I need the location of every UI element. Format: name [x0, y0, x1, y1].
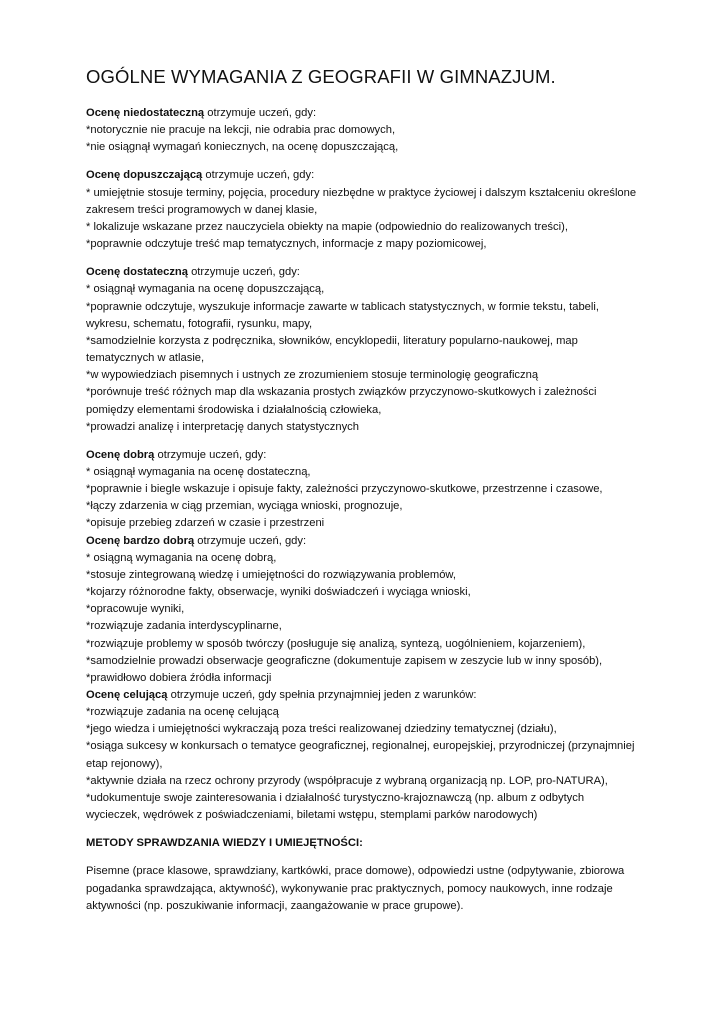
methods-line: aktywności (np. poszukiwanie informacji, zaangażowanie w prace grupowe). — [86, 899, 464, 912]
grade-condition: otrzymuje uczeń, gdy: — [204, 107, 317, 119]
requirement-line: wycieczek, wędrówek z poświadczeniami, biletami wstępu, stemplami parków narodowych) — [86, 809, 538, 822]
requirement-line: *poprawnie odczytuje treść map tematycznych, informacje z mapy poziomicowej, — [86, 238, 487, 251]
requirement-line: wykresu, schematu, fotografii, rysunku, mapy, — [86, 317, 313, 330]
requirement-line: *prawidłowo dobiera źródła informacji — [86, 671, 272, 684]
requirement-line: *samodzielnie prowadzi obserwacje geograficzne (dokumentuje zapisem w zeszycie lub w inny sposób), — [86, 654, 603, 667]
grade-condition: otrzymuje uczeń, gdy spełnia przynajmniej jeden z warunków: — [167, 689, 477, 701]
requirement-line: pomiędzy elementami środowiska i działalnością człowieka, — [86, 403, 382, 416]
requirement-line: *w wypowiedziach pisemnych i ustnych ze zrozumieniem stosuje terminologię geograficzną — [86, 369, 539, 382]
requirement-line: * osiągnął wymagania na ocenę dopuszczającą, — [86, 283, 325, 296]
requirement-line: *rozwiązuje zadania na ocenę celującą — [86, 706, 279, 719]
grade-section-dostateczna — [86, 264, 646, 436]
requirement-line: *samodzielnie korzysta z podręcznika, słowników, encyklopedii, literatury popularno-naukowej, map — [86, 334, 578, 347]
grade-condition: otrzymuje uczeń, gdy: — [202, 169, 315, 182]
requirement-line: *opisuje przebieg zdarzeń w czasie i przestrzeni — [86, 517, 325, 530]
grade-section-celujaca — [86, 687, 646, 824]
grade-label: Ocenę dopuszczającą — [86, 169, 203, 182]
requirement-line: * lokalizuje wskazane przez nauczyciela obiekty na mapie (odpowiednio do realizowanych treści), — [86, 220, 568, 233]
requirement-line: *notorycznie nie pracuje na lekcji, nie odrabia prac domowych, — [86, 124, 396, 137]
document-title: OGÓLNE WYMAGANIA Z GEOGRAFII W GIMNAZJUM. — [86, 66, 556, 87]
grade-label: Ocenę bardzo dobrą — [86, 534, 195, 547]
methods-line: pogadanka sprawdzająca, aktywność), wykonywanie prac praktycznych, pomocy naukowych, inne rodzaje — [86, 882, 613, 895]
grade-label: Ocenę niedostateczną — [86, 107, 205, 119]
grade-section-niedostateczna — [86, 105, 646, 156]
document-page — [86, 66, 646, 926]
requirement-line: tematycznych w atlasie, — [86, 352, 205, 365]
requirement-line: *poprawnie i biegle wskazuje i opisuje fakty, zależności przyczynowo-skutkowe, przestrzenne i czasowe, — [86, 483, 603, 496]
grade-section-dobra — [86, 447, 646, 533]
grade-heading — [86, 687, 646, 704]
methods-heading-block — [86, 835, 646, 852]
requirement-line: zakresem treści programowych w danej klasie, — [86, 203, 318, 216]
requirement-line: *stosuje zintegrowaną wiedzę i umiejętności do rozwiązywania problemów, — [86, 568, 456, 581]
requirement-line: *osiąga sukcesy w konkursach o tematyce geograficznej, regionalnej, europejskiej, przyrodniczej (przynajmniej — [86, 740, 635, 753]
grade-condition: otrzymuje uczeń, gdy: — [187, 266, 300, 279]
methods-line: Pisemne (prace klasowe, sprawdziany, kartkówki, prace domowe), odpowiedzi ustne (odpytywanie, zbiorowa — [86, 865, 625, 878]
grade-heading — [86, 264, 646, 281]
grade-condition: otrzymuje uczeń, gdy: — [154, 448, 267, 461]
requirement-line: *udokumentuje swoje zainteresowania i działalność turystyczno-krajoznawczą (np. album z odbytych — [86, 791, 585, 804]
grade-condition: otrzymuje uczeń, gdy: — [194, 534, 307, 547]
methods-paragraph — [86, 863, 646, 914]
requirement-line: *kojarzy różnorodne fakty, obserwacje, wyniki doświadczeń i wyciąga wnioski, — [86, 586, 471, 599]
requirement-line: *opracowuje wyniki, — [86, 603, 185, 616]
requirement-line: *poprawnie odczytuje, wyszukuje informacje zawarte w tablicach statystycznych, w formie tekstu, tabeli, — [86, 300, 599, 313]
grade-heading — [86, 167, 646, 184]
grade-label: Ocenę dostateczną — [86, 266, 188, 279]
grade-heading — [86, 105, 646, 122]
grade-section-bardzo-dobra — [86, 533, 646, 687]
requirement-line: *rozwiązuje zadania interdyscyplinarne, — [86, 620, 282, 633]
requirement-line: *łączy zdarzenia w ciąg przemian, wyciąga wnioski, prognozuje, — [86, 500, 403, 513]
grade-heading — [86, 533, 646, 550]
requirement-line: *jego wiedza i umiejętności wykraczają poza treści realizowanej dziedziny tematycznej (działu), — [86, 723, 557, 736]
grade-label: Ocenę dobrą — [86, 448, 155, 461]
requirement-line: * umiejętnie stosuje terminy, pojęcia, procedury niezbędne w praktyce życiowej i dalszym kształceniu określone — [86, 186, 637, 199]
requirement-line: *porównuje treść różnych map dla wskazania prostych związków przyczynowo-skutkowych i zależności — [86, 386, 597, 399]
requirement-line: *prowadzi analizę i interpretację danych statystycznych — [86, 420, 359, 433]
requirement-line: *aktywnie działa na rzecz ochrony przyrody (współpracuje z wybraną organizacją np. LOP, pro-NATURA), — [86, 774, 608, 787]
methods-heading: METODY SPRAWDZANIA WIEDZY I UMIEJĘTNOŚCI: — [86, 837, 363, 850]
requirement-line: * osiągnął wymagania na ocenę dostateczną, — [86, 465, 311, 478]
requirement-line: etap rejonowy), — [86, 757, 163, 770]
grade-heading — [86, 447, 646, 464]
grade-label: Ocenę celującą — [86, 689, 168, 701]
requirement-line: * osiągną wymagania na ocenę dobrą, — [86, 551, 277, 564]
grade-section-dopuszczajaca — [86, 167, 646, 253]
requirement-line: *rozwiązuje problemy w sposób twórczy (posługuje się analizą, syntezą, uogólnieniem, kojarzeniem), — [86, 637, 586, 650]
requirement-line: *nie osiągnął wymagań koniecznych, na ocenę dopuszczającą, — [86, 141, 399, 154]
